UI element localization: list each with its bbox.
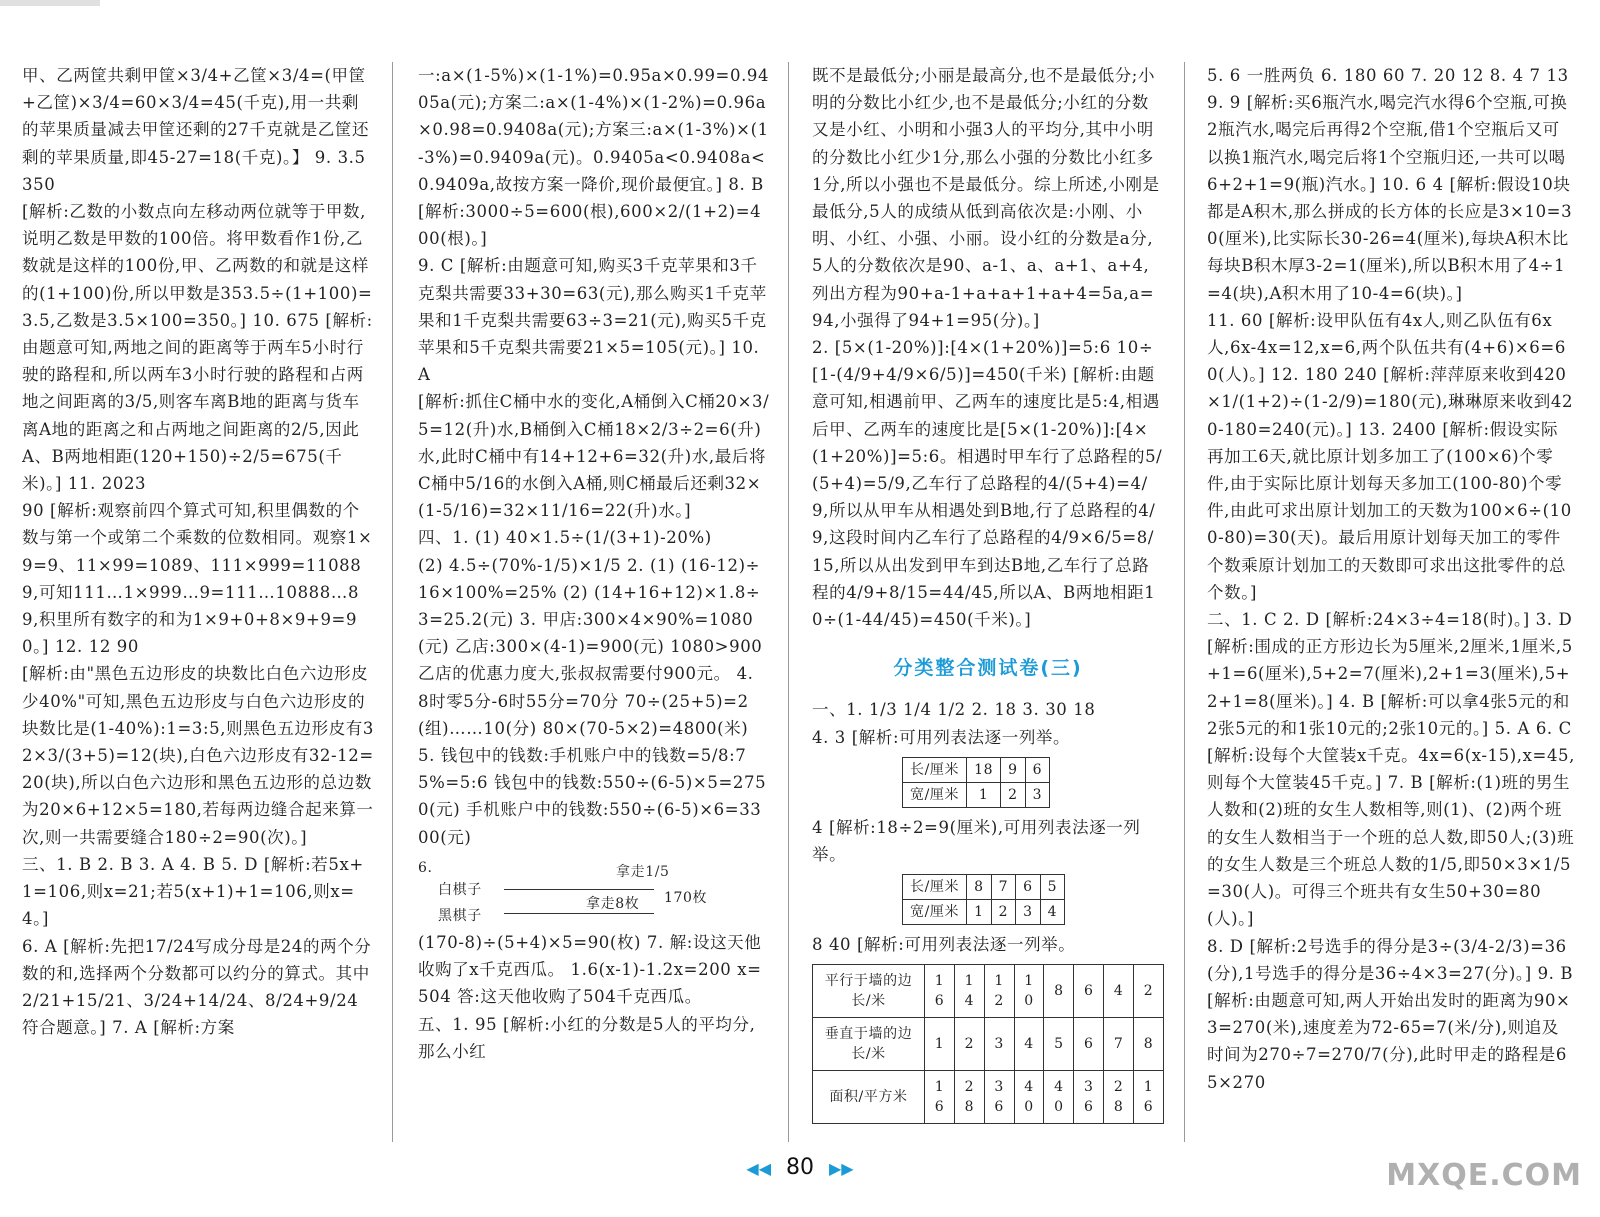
table-cell: 垂直于墙的边长/米 [813, 1018, 925, 1071]
paragraph: [解析:3000÷5=600(根),600×2/(1+2)=400(根)。] [418, 202, 762, 249]
table-cell: 3 [984, 1018, 1014, 1071]
table-cell: 5 [1044, 1018, 1074, 1071]
table-row [903, 782, 1050, 807]
table-row [813, 1071, 1164, 1124]
paragraph: (170-8)÷(5+4)×5=90(枚) 7. 解:设这天他收购了x千克西瓜。 1.6(x-1)-1.2x=200 x=504 答:这天他收购了504千克西瓜。 [418, 932, 762, 1007]
white-pieces-line [504, 889, 654, 890]
chess-pieces-figure [418, 855, 770, 925]
table-row [903, 757, 1050, 782]
table-cell: 4 [1104, 965, 1134, 1018]
paragraph: 9. C [解析:由题意可知,购买3千克苹果和3千克梨共需要33+30=63(元),那么购买1千克苹果和1千克梨共需要63÷3=21(元),购买5千克苹果和5千克梨共需要21×5=105(元)。] 10. A [418, 256, 767, 385]
table-cell: 面积/平方米 [813, 1071, 925, 1124]
table-cell: 16 [1134, 1071, 1164, 1124]
paragraph: [解析:抓住C桶中水的变化,A桶倒入C桶20×3/5=12(升)水,B桶倒入C桶18×2/3÷2=6(升)水,此时C桶中有14+12+6=32(升)水,最后将C桶中5/16的水倒入A桶,则C桶最后还剩32×(1-5/16)=32×11/16=22(升)水。] [418, 392, 770, 521]
table-cell: 7 [1104, 1018, 1134, 1071]
paragraph: 11. 60 [解析:设甲队伍有4x人,则乙队伍有6x人,6x-4x=12,x=6,两个队伍共有(4+6)×6=60(人)。] 12. 180 240 [解析:萍萍原来收到420×1/(1+2)÷(1-2/9)=180(元),琳琳原来收到420-180=240(元)。] 13. 2400 [解析:假设实际再加工6天,就比原计划多加工了(100×6)个零件,由于实际比原计划每天多加工(100-80)个零件,由此可求出原计划加工的天数为100×6÷(100-80)=30(天)。最后用原计划每天加工的零件个数乘原计划加工的天数即可求出这批零件的总个数。] [1207, 310, 1574, 602]
table-cell: 2 [991, 900, 1016, 925]
table-wall-area [812, 964, 1164, 1124]
column-3 [812, 62, 1164, 1130]
paragraph: 8 40 [解析:可用列表法逐一列举。 [812, 935, 1076, 955]
section-title: 分类整合测试卷(三) [893, 657, 1083, 680]
figure-number: 6. [418, 859, 433, 876]
paragraph: [解析:乙数的小数点向左移动两位就等于甲数,说明乙数是甲数的100倍。将甲数看作1份,乙数就是这样的100份,甲、乙两数的和就是这样的(1+100)份,所以甲数是353.5÷(1+100)=3.5,乙数是3.5×100=350。] 10. 675 [解析:由题意可知,两地之间的距离等于两车5小时行驶的路程和,所以两车3小时行驶的路程和占两地之间距离的3/5,则客车离B地的距离与货车离A地的距离之和占两地之间距离的2/5,因此A、B两地相距(120+150)÷2/5=675(千米)。] 11. 2023 [22, 202, 373, 494]
table-cell: 12 [984, 965, 1014, 1018]
table-cell: 8 [1044, 965, 1074, 1018]
take-away-label-2: 拿走8枚 [586, 895, 640, 912]
table-cell: 28 [954, 1071, 984, 1124]
table-length-width-1 [902, 757, 1050, 808]
table-cell: 10 [1014, 965, 1044, 1018]
table-cell: 4 [1014, 1018, 1044, 1071]
table-cell: 长/厘米 [903, 757, 967, 782]
column-divider [1184, 62, 1185, 1142]
paragraph: 四、1. (1) 40×1.5÷(1/(3+1)-20%) [418, 528, 712, 548]
next-arrows-icon: ▶▶ [829, 1159, 854, 1178]
table-cell: 28 [1104, 1071, 1134, 1124]
white-pieces-label: 白棋子 [438, 881, 482, 898]
table-cell: 16 [925, 965, 955, 1018]
paragraph: 三、1. B 2. B 3. A 4. B 5. D [解析:若5x+1=106,则x=21;若5(x+1)+1=106,则x=4。] [22, 854, 364, 929]
table-cell: 6 [1074, 1018, 1104, 1071]
table-length-width-2 [902, 874, 1065, 925]
table-cell: 14 [954, 965, 984, 1018]
table-cell: 1 [967, 782, 1001, 807]
table-cell: 3 [1025, 782, 1050, 807]
table-cell: 宽/厘米 [903, 782, 967, 807]
table-cell: 5 [1040, 875, 1065, 900]
table-row [903, 900, 1065, 925]
table-cell: 平行于墙的边长/米 [813, 965, 925, 1018]
table-cell: 16 [925, 1071, 955, 1124]
paragraph: 5. 6 一胜两负 6. 180 60 7. 20 12 8. 4 7 13 9. 9 [解析:买6瓶汽水,喝完汽水得6个空瓶,可换2瓶汽水,喝完后再得2个空瓶,借1个空瓶后又可以换1瓶汽水,喝完后将1个空瓶归还,一共可以喝6+2+1=9(瓶)汽水。] 10. 6 4 [解析:假设10块都是A积木,那么拼成的长方体的长应是3×10=30(厘米),比实际长30-26=4(厘米),每块A积木比每块B积木厚3-2=1(厘米),所以B积木用了4÷1=4(块),A积木用了10-4=6(块)。] [1207, 66, 1573, 303]
paragraph: 五、1. 95 [解析:小红的分数是5人的平均分,那么小红 [418, 1014, 756, 1061]
table-cell: 18 [967, 757, 1001, 782]
page-number: 80 [786, 1155, 814, 1180]
page-footer [0, 1155, 1600, 1180]
table-cell: 40 [1044, 1071, 1074, 1124]
table-row [813, 965, 1164, 1018]
column-1 [22, 62, 374, 1041]
column-divider [788, 62, 789, 1142]
take-away-label-1: 拿走1/5 [616, 863, 670, 880]
column-divider [392, 62, 393, 1142]
paragraph: 90 [解析:观察前四个算式可知,积里偶数的个数与第一个或第二个乘数的位数相同。观察1×9=9、11×99=1089、111×999=110889,可知111…1×999…9=111…10888…89,积里所有数字的和为1×9+0+8×9+9=90。] 12. 12 90 [22, 501, 373, 657]
paragraph: 6. A [解析:先把17/24写成分母是24的两个分数的和,选择两个分数都可以约分的算式。其中2/21+15/21、3/24+14/24、8/24+9/24符合题意。] 7. A [解析:方案 [22, 936, 372, 1038]
paragraph: (2) 4.5÷(70%-1/5)×1/5 2. (1) (16-12)÷16×100%=25% (2) (14+16+12)×1.8÷3=25.2(元) 3. 甲店:300×4×90%=1080(元) 乙店:300×(4-1)=900(元) 1080>900 乙店的优惠力度大,张叔叔需要付900元。 4. 8时零5分-6时55分=70分 70÷(25+5)=2(组)……10(分) 80×(70-5×2)=4800(米) [418, 555, 763, 738]
paragraph: [解析:由"黑色五边形皮的块数比白色六边形皮少40%"可知,黑色五边形皮与白色六边形皮的块数比是(1-40%):1=3:5,则黑色五边形皮有32×3/(3+5)=12(块),白色六边形皮有32-12=20(块),所以白色六边形和黑色五边形的总边数为20×6+12×5=180,若每两边缝合起来算一次,则一共需要缝合180÷2=90(次)。] [22, 664, 375, 847]
table-cell: 2 [1134, 965, 1164, 1018]
table-cell: 长/厘米 [903, 875, 967, 900]
paragraph: 8. D [解析:2号选手的得分是3÷(3/4-2/3)=36(分),1号选手的得分是36÷4×3=27(分)。] 9. B [解析:由题意可知,两人开始出发时的距离为90×3=270(米),速度差为72-65=7(米/分),则追及时间为270÷7=270/7(分),此时甲走的路程是65×270 [1207, 936, 1574, 1092]
table-row [903, 875, 1065, 900]
paragraph: 既不是最低分;小丽是最高分,也不是最低分;小明的分数比小红少,也不是最低分;小红的分数又是小红、小明和小强3人的平均分,其中小明的分数比小红少1分,那么小强的分数比小红多1分,所以小强也不是最低分。综上所述,小刚是最低分,5人的成绩从低到高依次是:小刚、小明、小红、小强、小丽。设小红的分数是a分,5人的分数依次是90、a-1、a、a+1、a+4,列出方程为90+a-1+a+a+1+a+4=5a,a=94,小强得了94+1=95(分)。] [812, 66, 1160, 330]
prev-arrows-icon: ◀◀ [746, 1159, 771, 1178]
table-cell: 7 [991, 875, 1016, 900]
paragraph: 4 [解析:18÷2=9(厘米),可用列表法逐一列举。 [812, 817, 1141, 865]
total-label: 170枚 [664, 889, 708, 906]
table-cell: 1 [967, 900, 992, 925]
column-4 [1207, 62, 1575, 1096]
black-pieces-label: 黑棋子 [438, 907, 482, 924]
table-cell: 3 [1016, 900, 1041, 925]
paragraph: 4. 3 [解析:可用列表法逐一列举。 [812, 727, 1071, 747]
top-edge-bar [0, 0, 100, 6]
table-cell: 36 [984, 1071, 1014, 1124]
table-cell: 2 [1001, 782, 1026, 807]
table-cell: 8 [967, 875, 992, 900]
table-cell: 8 [1134, 1018, 1164, 1071]
paragraph: 5. 钱包中的钱数:手机账户中的钱数=5/8:75%=5:6 钱包中的钱数:550÷(6-5)×5=2750(元) 手机账户中的钱数:550÷(6-5)×6=3300(元) [418, 746, 767, 847]
table-cell: 4 [1040, 900, 1065, 925]
table-cell: 6 [1016, 875, 1041, 900]
table-cell: 宽/厘米 [903, 900, 967, 925]
table-cell: 6 [1074, 965, 1104, 1018]
table-cell: 6 [1025, 757, 1050, 782]
paragraph: 二、1. C 2. D [解析:24×3÷4=18(时)。] 3. D [解析:围成的正方形边长为5厘米,2厘米,1厘米,5+1=6(厘米),5+2=7(厘米),2+1=3(厘米),5+2+1=8(厘米)。] 4. B [解析:可以拿4张5元的和2张5元的和1张10元的;2张10元的。] 5. A 6. C [解析:设每个大筐装x千克。4x=6(x-15),x=45,则每个大筐装45千克。] 7. B [解析:(1)班的男生人数和(2)班的女生人数相等,则(1)、(2)两个班的女生人数相当于一个班的总人数,即50人;(3)班的女生人数是三个班总人数的1/5,即50×3×1/5=30(人)。可得三个班共有女生50+30=80(人)。] [1207, 610, 1576, 929]
paragraph: 2. [5×(1-20%)]:[4×(1+20%)]=5:6 10÷[1-(4/9+4/9×6/5)]=450(千米) [解析:由题意可知,相遇前甲、乙两车的速度比是5:4,相遇后甲、乙两车的速度比是[5×(1-20%)]:[4×(1+20%)]=5:6。相遇时甲车行了总路程的5/(5+4)=5/9,乙车行了总路程的4/(5+4)=4/9,所以从甲车从相遇处到B地,行了总路程的4/9,这段时间内乙车行了总路程的4/9×6/5=8/15,所以从出发到甲车到达B地,乙车行了总路程的4/9+8/15=44/45,所以A、B两地相距10÷(1-44/45)=450(千米)。] [812, 338, 1163, 630]
column-2 [418, 62, 770, 1065]
table-row [813, 1018, 1164, 1071]
table-cell: 9 [1001, 757, 1026, 782]
paragraph: 一:a×(1-5%)×(1-1%)=0.95a×0.99=0.9405a(元);方案二:a×(1-4%)×(1-2%)=0.96a×0.98=0.9408a(元);方案三:a×(1-3%)×(1-3%)=0.9409a(元)。0.9405a<0.9408a<0.9409a,故按方案一降价,现价最便宜。] 8. B [418, 66, 770, 194]
table-cell: 1 [925, 1018, 955, 1071]
paragraph: 甲、乙两筐共剩甲筐×3/4+乙筐×3/4=(甲筐+乙筐)×3/4=60×3/4=45(千克),用一共剩的苹果质量减去甲筐还剩的27千克就是乙筐还剩的苹果质量,即45-27=18(千克)。】 9. 3.5 350 [22, 66, 370, 194]
table-cell: 36 [1074, 1071, 1104, 1124]
table-cell: 2 [954, 1018, 984, 1071]
watermark-logo: MXQE.COM [1386, 1158, 1582, 1193]
table-cell: 40 [1014, 1071, 1044, 1124]
paragraph: 一、1. 1/3 1/4 1/2 2. 18 3. 30 18 [812, 700, 1096, 720]
